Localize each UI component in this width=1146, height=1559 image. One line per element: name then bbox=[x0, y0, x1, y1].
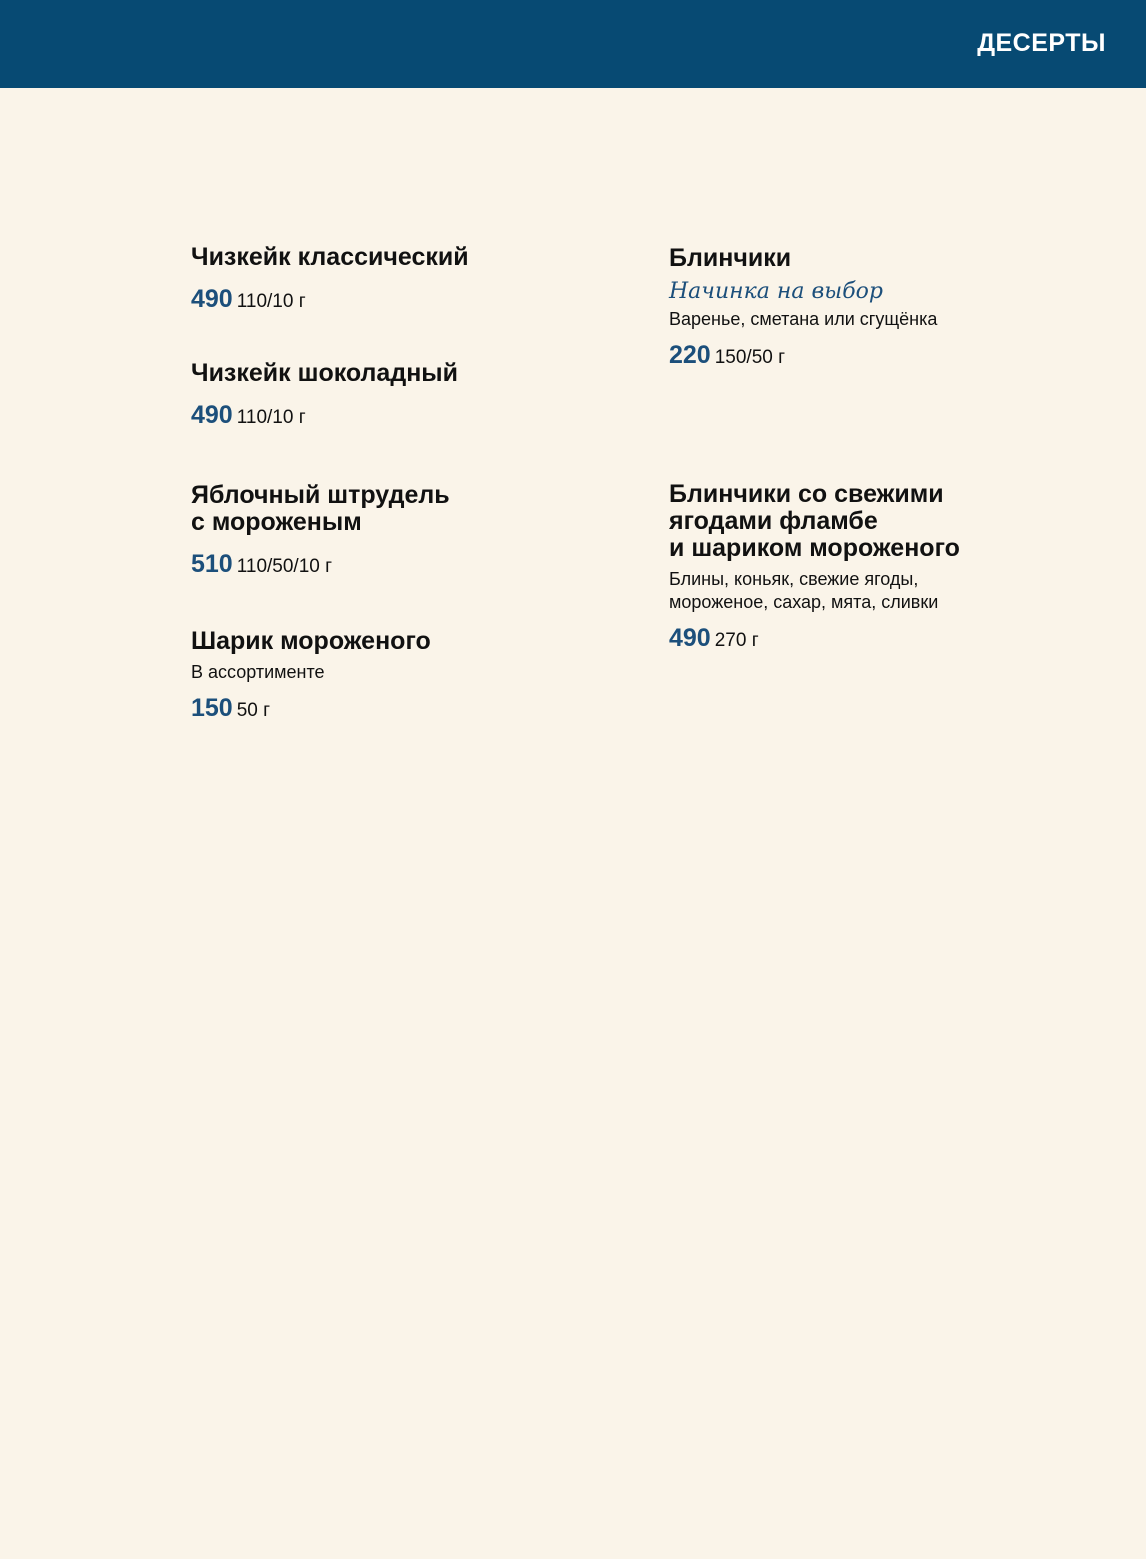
item-price: 220 bbox=[669, 341, 711, 369]
item-price: 490 bbox=[669, 624, 711, 652]
price-line bbox=[191, 550, 611, 582]
menu-item-pancakes bbox=[669, 245, 1089, 373]
item-name: Блинчики со свежими ягодами фламбе и шариком мороженого bbox=[669, 480, 960, 562]
item-name: Яблочный штрудель с мороженым bbox=[191, 481, 450, 536]
item-description: В ассортименте bbox=[191, 662, 325, 682]
item-name: Чизкейк классический bbox=[191, 243, 469, 271]
menu-item-classic-cheesecake bbox=[191, 244, 611, 317]
menu-item-chocolate-cheesecake bbox=[191, 360, 611, 433]
item-description: Варенье, сметана или сгущёнка bbox=[669, 309, 938, 329]
item-name: Чизкейк шоколадный bbox=[191, 359, 459, 387]
price-line bbox=[191, 285, 611, 317]
price-line bbox=[191, 694, 611, 726]
menu-item-apple-strudel bbox=[191, 482, 611, 582]
item-price: 510 bbox=[191, 550, 233, 578]
item-price: 150 bbox=[191, 694, 233, 722]
item-weight: 110/10 г bbox=[236, 291, 306, 312]
menu-item-ice-cream-scoop bbox=[191, 628, 611, 726]
item-description: Блины, коньяк, свежие ягоды, мороженое, сахар, мята, сливки bbox=[669, 569, 939, 612]
item-price: 490 bbox=[191, 285, 233, 313]
item-weight: 110/50/10 г bbox=[236, 556, 333, 577]
item-subtitle: Начинка на выбор bbox=[669, 279, 883, 304]
price-line bbox=[669, 624, 1089, 656]
item-weight: 270 г bbox=[714, 630, 759, 651]
item-weight: 50 г bbox=[236, 700, 271, 721]
item-weight: 110/10 г bbox=[236, 407, 306, 428]
price-line bbox=[191, 401, 611, 433]
item-price: 490 bbox=[191, 401, 233, 429]
menu-item-pancakes-berries-flambe bbox=[669, 481, 1089, 656]
price-line bbox=[669, 341, 1089, 373]
item-name: Шарик мороженого bbox=[191, 627, 431, 655]
item-name: Блинчики bbox=[669, 244, 792, 272]
page-header bbox=[0, 0, 1146, 88]
section-title: ДЕСЕРТЫ bbox=[977, 29, 1106, 57]
item-weight: 150/50 г bbox=[714, 347, 786, 368]
